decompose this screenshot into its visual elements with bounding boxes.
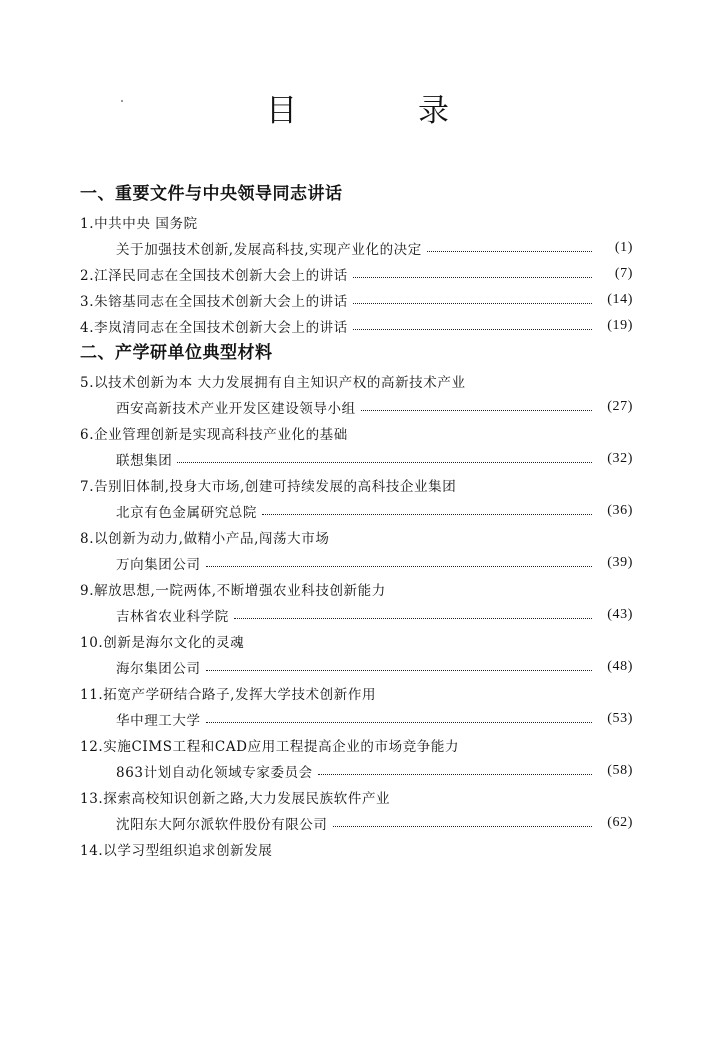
dot-leader: [353, 303, 592, 304]
toc-entry-text: 北京有色金属研究总院: [116, 505, 257, 521]
table-of-contents: [0, 180, 713, 862]
toc-entry-text: 吉林省农业科学院: [116, 609, 229, 625]
toc-entry-title-text: 11.拓宽产学研结合路子,发挥大学技术创新作用: [80, 687, 377, 703]
toc-entry-text: 863计划自动化领域专家委员会: [116, 765, 313, 781]
toc-entry-title: [0, 732, 713, 758]
toc-entry-title-text: 12.实施CIMS工程和CAD应用工程提高企业的市场竞争能力: [80, 739, 460, 755]
toc-entry-text: 联想集团: [116, 453, 173, 469]
toc-entry: [0, 287, 713, 313]
dot-leader: [427, 251, 592, 252]
toc-entry-title: [0, 836, 713, 862]
toc-entry-title-text: 7.告别旧体制,投身大市场,创建可持续发展的高科技企业集团: [80, 479, 457, 495]
page-number: (48): [607, 659, 633, 674]
toc-entry: [0, 602, 713, 628]
dot-leader: [361, 410, 592, 411]
scan-speck: [121, 100, 123, 102]
dot-leader: [206, 670, 592, 671]
toc-entry-title: [0, 472, 713, 498]
toc-entry-title-text: 1.中共中央 国务院: [80, 216, 198, 232]
page-number: (7): [614, 266, 633, 281]
page-number: (62): [607, 815, 633, 830]
dot-leader: [262, 514, 592, 515]
dot-leader: [353, 329, 592, 330]
toc-entry-title: [0, 368, 713, 394]
page-number: (39): [607, 555, 633, 570]
dot-leader: [206, 566, 592, 567]
page-number: (36): [607, 503, 633, 518]
toc-entry: [0, 498, 713, 524]
page-number: (19): [607, 318, 633, 333]
page-number: (58): [607, 763, 633, 778]
toc-entry: [0, 313, 713, 339]
toc-entry-title: [0, 420, 713, 446]
toc-entry-title-text: 10.创新是海尔文化的灵魂: [80, 635, 245, 651]
toc-entry-title: [0, 524, 713, 550]
dot-leader: [353, 277, 592, 278]
section-heading: 一、重要文件与中央领导同志讲话: [80, 184, 343, 204]
dot-leader: [234, 618, 592, 619]
dot-leader: [206, 722, 592, 723]
toc-entry: [0, 550, 713, 576]
toc-entry-title: [0, 680, 713, 706]
toc-entry-text: 沈阳东大阿尔派软件股份有限公司: [116, 817, 328, 833]
toc-entry-title: [0, 576, 713, 602]
page-number: (1): [614, 240, 633, 255]
toc-entry-title: [0, 784, 713, 810]
toc-entry-text: 华中理工大学: [116, 713, 201, 729]
toc-entry-text: 西安高新技术产业开发区建设领导小组: [116, 401, 356, 417]
page-number: (14): [607, 292, 633, 307]
toc-entry: [0, 261, 713, 287]
toc-entry: [0, 654, 713, 680]
toc-entry-title: [0, 209, 713, 235]
toc-entry-title-text: 14.以学习型组织追求创新发展: [80, 843, 273, 859]
page-title-char-2: 录: [418, 93, 449, 129]
page-number: (32): [607, 451, 633, 466]
toc-entry: [0, 706, 713, 732]
toc-entry-title: [0, 628, 713, 654]
section-heading: 二、产学研单位典型材料: [80, 343, 273, 363]
toc-entry-text: 2.江泽民同志在全国技术创新大会上的讲话: [80, 268, 348, 284]
toc-entry: [0, 235, 713, 261]
toc-entry: [0, 394, 713, 420]
toc-entry-title-text: 9.解放思想,一院两体,不断增强农业科技创新能力: [80, 583, 386, 599]
toc-entry-title-text: 6.企业管理创新是实现高科技产业化的基础: [80, 427, 348, 443]
toc-entry: [0, 810, 713, 836]
dot-leader: [177, 462, 592, 463]
page-title: [0, 88, 713, 138]
toc-entry-text: 万向集团公司: [116, 557, 201, 573]
page-title-char-1: 目: [266, 93, 297, 129]
toc-entry-text: 关于加强技术创新,发展高科技,实现产业化的决定: [116, 242, 422, 258]
toc-entry: [0, 446, 713, 472]
toc-entry-text: 4.李岚清同志在全国技术创新大会上的讲话: [80, 320, 348, 336]
page-number: (43): [607, 607, 633, 622]
toc-entry-text: 海尔集团公司: [116, 661, 201, 677]
toc-entry-text: 3.朱镕基同志在全国技术创新大会上的讲话: [80, 294, 348, 310]
toc-entry-title-text: 13.探索高校知识创新之路,大力发展民族软件产业: [80, 791, 391, 807]
toc-entry-title-text: 8.以创新为动力,做精小产品,闯荡大市场: [80, 531, 330, 547]
page-number: (53): [607, 711, 633, 726]
toc-entry-title-text: 5.以技术创新为本 大力发展拥有自主知识产权的高新技术产业: [80, 375, 466, 391]
toc-entry: [0, 758, 713, 784]
page-number: (27): [607, 399, 633, 414]
dot-leader: [333, 826, 593, 827]
dot-leader: [318, 774, 592, 775]
